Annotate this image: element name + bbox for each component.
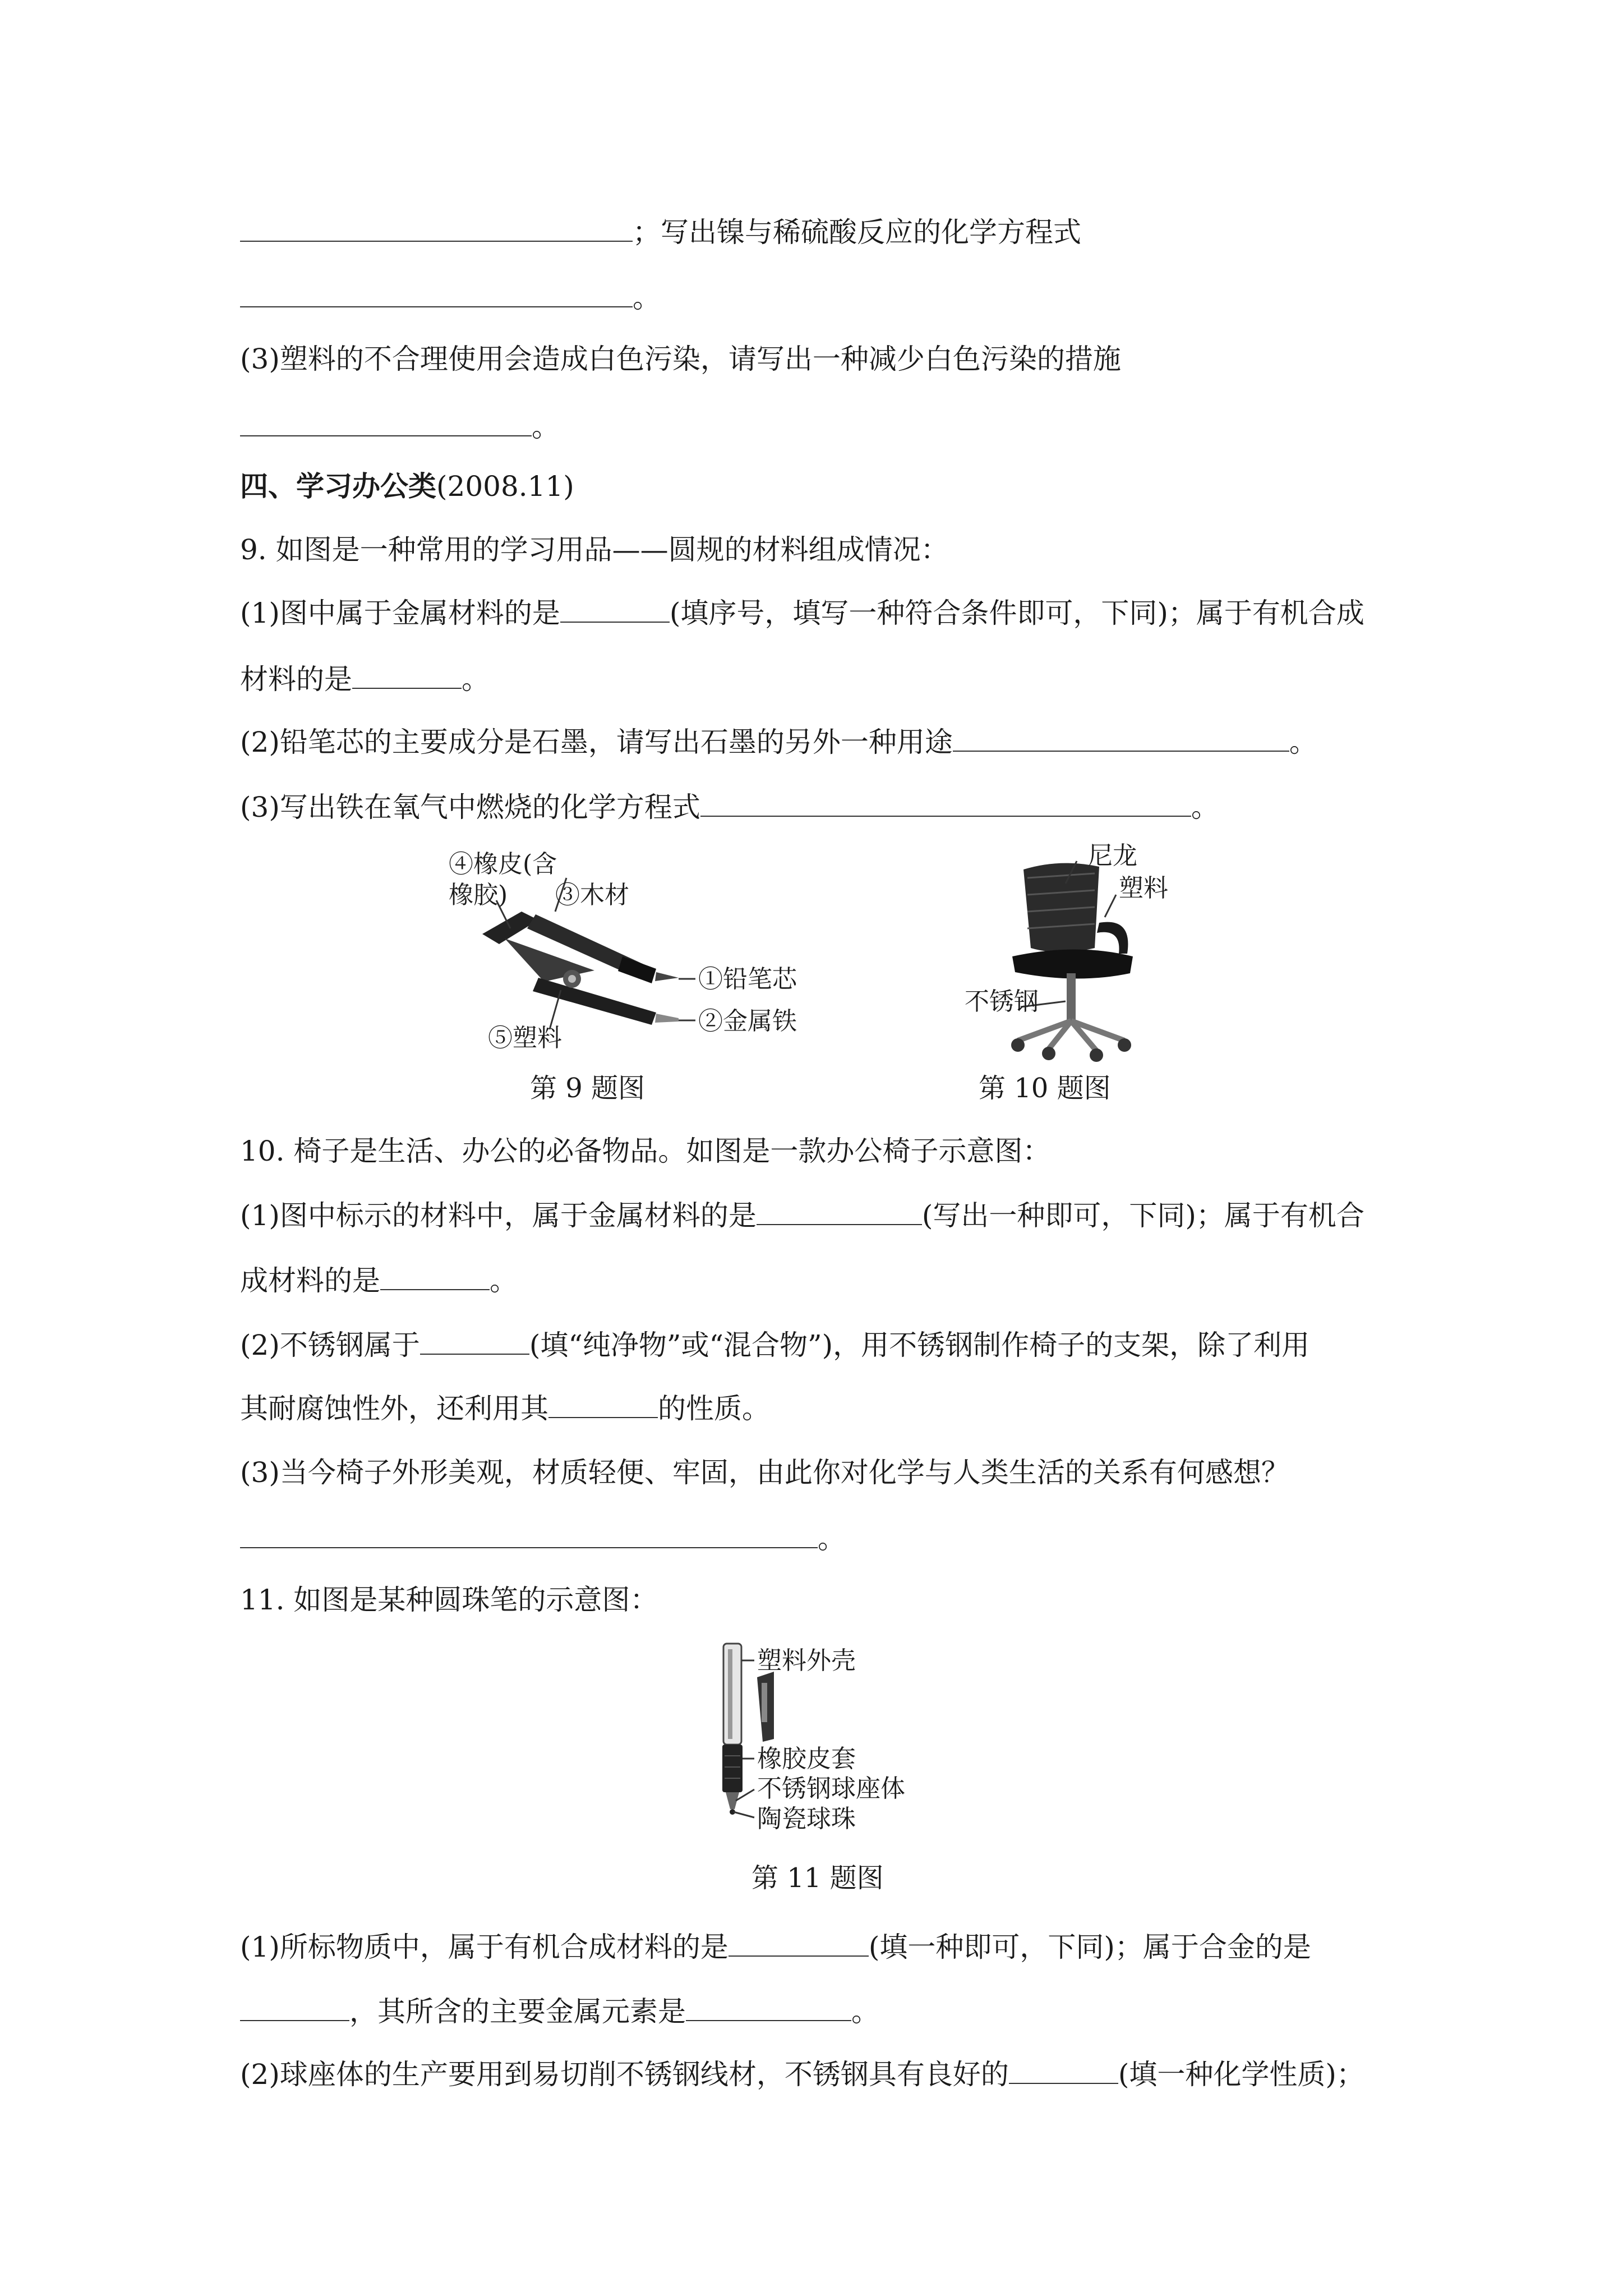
- label-stainless-steel: 不锈钢: [965, 987, 1039, 1016]
- label-lead: ①铅笔芯: [698, 965, 797, 993]
- text-line: [240, 790, 1219, 824]
- figure-9-compass: [443, 844, 836, 1069]
- label-plastic-shell: 塑料外壳: [757, 1646, 856, 1675]
- figure-9-caption: 第 9 题图: [530, 1073, 645, 1104]
- question-10: [240, 1134, 1050, 1168]
- text-line: [240, 596, 1364, 630]
- text-line: [240, 1521, 846, 1556]
- line-text: 。: [818, 1522, 846, 1555]
- question-9: [240, 533, 949, 567]
- label-rubber-sleeve: 橡胶皮套: [757, 1745, 856, 1773]
- line-text: 。: [1289, 726, 1317, 758]
- figure-11-caption: 第 11 题图: [751, 1862, 884, 1894]
- text-line: [240, 662, 490, 696]
- answer-blank: [240, 215, 633, 242]
- answer-blank: [953, 725, 1289, 752]
- answer-blank: [240, 409, 532, 436]
- line-text: (3)当今椅子外形美观，材质轻便、牢固，由此你对化学与人类生活的关系有何感想？: [240, 1456, 1289, 1489]
- line-text: 。: [490, 1264, 518, 1297]
- answer-blank: [548, 1391, 658, 1418]
- answer-blank: [380, 1263, 490, 1290]
- line-text: (1)图中标示的材料中，属于金属材料的是: [240, 1199, 757, 1232]
- text-line: [240, 1198, 1364, 1232]
- line-text: 的性质。: [658, 1392, 770, 1425]
- line-text: (2)不锈钢属于: [240, 1329, 420, 1361]
- answer-blank: [700, 790, 1191, 817]
- line-text: (3)写出铁在氧气中燃烧的化学方程式: [240, 791, 700, 823]
- line-text: 。: [462, 663, 490, 696]
- text-line: [240, 725, 1317, 759]
- label-rubber: ④橡皮(含: [449, 850, 557, 878]
- line-text: ，其所含的主要金属元素是: [349, 1995, 686, 2028]
- line-text: (填一种即可，下同)；属于合金的是: [868, 1931, 1311, 1963]
- line-text: ；写出镍与稀硫酸反应的化学方程式: [633, 216, 1081, 249]
- line-text: 。: [633, 282, 661, 314]
- line-text: (2)铅笔芯的主要成分是石墨，请写出石墨的另外一种用途: [240, 726, 953, 758]
- label-plastic: ⑤塑料: [488, 1024, 562, 1052]
- answer-blank: [728, 1930, 869, 1957]
- line-text: (2)球座体的生产要用到易切削不锈钢线材，不锈钢具有良好的: [240, 2058, 1009, 2091]
- line-text: 。: [532, 411, 560, 443]
- line-text: (写出一种即可，下同)；属于有机合: [921, 1199, 1364, 1232]
- line-text: (1)所标物质中，属于有机合成材料的是: [240, 1931, 728, 1963]
- line-text: 10. 椅子是生活、办公的必备物品。如图是一款办公椅子示意图：: [240, 1135, 1051, 1167]
- compass-drawing: [482, 912, 679, 1025]
- figure-11-pen: [718, 1638, 953, 1840]
- text-line: [240, 215, 1081, 249]
- question-11: [240, 1583, 658, 1617]
- line-text: 四、学习办公类: [240, 470, 436, 503]
- label-wood: ③木材: [555, 881, 629, 909]
- text-line: [240, 1263, 518, 1297]
- answer-blank: [560, 596, 670, 623]
- figure-10-caption: 第 10 题图: [979, 1073, 1111, 1104]
- line-text: 成材料的是: [240, 1264, 380, 1297]
- label-ceramic-ball: 陶瓷球珠: [757, 1805, 856, 1833]
- line-text: 11. 如图是某种圆珠笔的示意图：: [240, 1584, 658, 1616]
- text-line: [240, 1391, 770, 1425]
- section-heading: [240, 470, 574, 503]
- line-text: (3)塑料的不合理使用会造成白色污染，请写出一种减少白色污染的措施: [240, 343, 1121, 375]
- text-line: [240, 1994, 879, 2028]
- answer-blank: [240, 1994, 349, 2021]
- line-text: (2008.11): [436, 470, 574, 503]
- line-text: (填一种化学性质)；: [1118, 2058, 1364, 2091]
- label-plastic: 塑料: [1119, 874, 1168, 903]
- line-text: (1)图中属于金属材料的是: [240, 597, 560, 629]
- label-nylon: 尼龙: [1088, 841, 1137, 870]
- line-text: 。: [1191, 791, 1219, 823]
- line-text: 其耐腐蚀性外，还利用其: [240, 1392, 548, 1425]
- text-line: [240, 1328, 1310, 1362]
- answer-blank: [240, 280, 633, 307]
- answer-blank: [757, 1198, 922, 1225]
- line-text: 材料的是: [240, 663, 352, 696]
- answer-blank: [1009, 2057, 1118, 2084]
- answer-blank: [240, 1521, 818, 1548]
- line-text: 。: [851, 1995, 879, 2028]
- line-text: (填“纯净物”或“混合物”)，用不锈钢制作椅子的支架，除了利用: [529, 1329, 1310, 1361]
- text-line: [240, 1456, 1289, 1489]
- line-text: (填序号，填写一种符合条件即可，下同)；属于有机合成: [669, 597, 1364, 629]
- chair-drawing: [1011, 863, 1133, 1062]
- text-line: [240, 280, 661, 315]
- label-ball-seat: 不锈钢球座体: [757, 1774, 905, 1803]
- figure-10-chair: [965, 839, 1234, 1063]
- label-iron: ②金属铁: [698, 1007, 797, 1036]
- text-line: [240, 342, 1121, 376]
- text-line: [240, 2057, 1364, 2091]
- answer-blank: [420, 1328, 529, 1355]
- answer-blank: [352, 662, 462, 689]
- line-text: 9. 如图是一种常用的学习用品——圆规的材料组成情况：: [240, 533, 949, 566]
- text-line: [240, 1930, 1311, 1964]
- text-line: [240, 409, 560, 444]
- answer-blank: [686, 1994, 851, 2021]
- label-rubber-2: 橡胶): [449, 881, 508, 909]
